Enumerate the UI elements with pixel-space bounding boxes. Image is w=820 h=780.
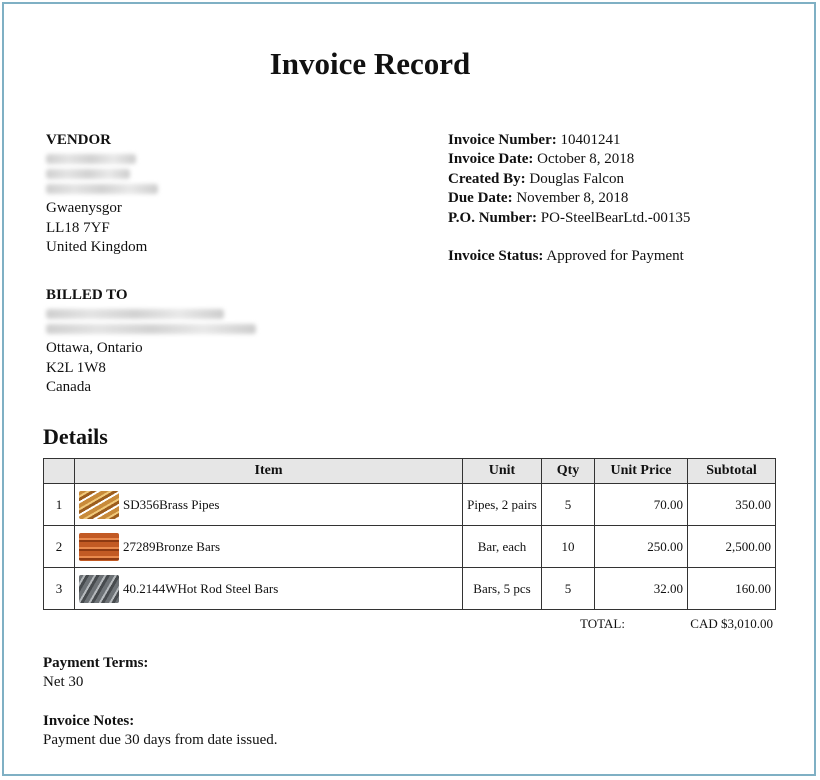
steel-bars-thumbnail	[79, 575, 119, 603]
item-cell	[75, 526, 463, 568]
invoice-number-row	[448, 131, 788, 150]
total-value: CAD $3,010.00	[690, 616, 773, 631]
bronze-bars-thumbnail	[79, 533, 119, 561]
payment-terms-label: Payment Terms:	[43, 655, 149, 671]
item-cell	[75, 568, 463, 610]
item-qty: 10	[542, 526, 595, 568]
invoice-info-block	[448, 131, 788, 266]
item-unit-price: 250.00	[595, 526, 688, 568]
item-qty: 5	[542, 568, 595, 610]
invoice-notes-label: Invoice Notes:	[43, 713, 135, 729]
item-name: SD356Brass Pipes	[123, 496, 220, 512]
created-by-value: Douglas Falcon	[529, 170, 624, 187]
details-title: Details	[43, 424, 108, 449]
due-date-label: Due Date:	[448, 190, 513, 207]
column-header-qty: Qty	[542, 459, 595, 484]
invoice-date-label: Invoice Date:	[448, 151, 534, 168]
billed-to-block	[46, 286, 346, 398]
payment-terms-block	[43, 654, 443, 693]
column-header-item: Item	[75, 459, 463, 484]
document-title: Invoice Record	[269, 46, 471, 81]
billed-to-heading: BILLED TO	[46, 287, 128, 303]
column-header-number	[44, 459, 75, 484]
row-number: 3	[44, 568, 75, 610]
column-header-subtotal: Subtotal	[688, 459, 776, 484]
column-header-unit: Unit	[463, 459, 542, 484]
total-label: TOTAL:	[580, 616, 625, 631]
due-date-value: November 8, 2018	[516, 190, 629, 207]
billed-to-country: Canada	[46, 379, 91, 396]
redacted-line	[46, 169, 130, 179]
invoice-notes-value: Payment due 30 days from date issued.	[43, 732, 278, 749]
item-unit: Bar, each	[463, 526, 542, 568]
item-unit: Bars, 5 pcs	[463, 568, 542, 610]
table-row	[44, 526, 776, 568]
item-name: 40.2144WHot Rod Steel Bars	[123, 580, 279, 596]
item-cell	[75, 484, 463, 526]
invoice-date-value: October 8, 2018	[537, 151, 635, 168]
po-number-value: PO-SteelBearLtd.-00135	[540, 209, 691, 226]
billed-to-city: Ottawa, Ontario	[46, 340, 143, 357]
item-subtotal: 350.00	[688, 484, 776, 526]
item-unit-price: 70.00	[595, 484, 688, 526]
line-items-table	[43, 458, 776, 610]
redacted-line	[46, 324, 256, 334]
billed-to-postcode: K2L 1W8	[46, 359, 106, 376]
created-by-row	[448, 170, 788, 189]
item-name: 27289Bronze Bars	[123, 538, 221, 554]
invoice-number-value: 10401241	[560, 132, 621, 148]
vendor-heading: VENDOR	[46, 132, 112, 148]
redacted-line	[46, 154, 136, 164]
redacted-line	[46, 309, 224, 319]
table-row	[44, 484, 776, 526]
redacted-line	[46, 184, 158, 194]
brass-pipes-thumbnail	[79, 491, 119, 519]
invoice-number-label: Invoice Number:	[448, 132, 557, 148]
item-unit-price: 32.00	[595, 568, 688, 610]
invoice-status-row	[448, 247, 788, 266]
row-number: 1	[44, 484, 75, 526]
item-unit: Pipes, 2 pairs	[463, 484, 542, 526]
vendor-city: Gwaenysgor	[46, 200, 122, 217]
invoice-status-value: Approved for Payment	[546, 248, 684, 265]
item-qty: 5	[542, 484, 595, 526]
invoice-status-label: Invoice Status:	[448, 248, 544, 265]
po-number-row	[448, 209, 788, 228]
column-header-unit-price: Unit Price	[595, 459, 688, 484]
table-header-row	[44, 459, 776, 484]
po-number-label: P.O. Number:	[448, 209, 538, 226]
invoice-notes-block	[43, 712, 543, 751]
vendor-postcode: LL18 7YF	[46, 219, 110, 236]
vendor-block	[46, 131, 306, 258]
invoice-date-row	[448, 150, 788, 169]
payment-terms-value: Net 30	[43, 674, 84, 691]
item-subtotal: 160.00	[688, 568, 776, 610]
row-number: 2	[44, 526, 75, 568]
created-by-label: Created By:	[448, 170, 526, 187]
table-row	[44, 568, 776, 610]
due-date-row	[448, 189, 788, 208]
vendor-country: United Kingdom	[46, 239, 148, 256]
item-subtotal: 2,500.00	[688, 526, 776, 568]
